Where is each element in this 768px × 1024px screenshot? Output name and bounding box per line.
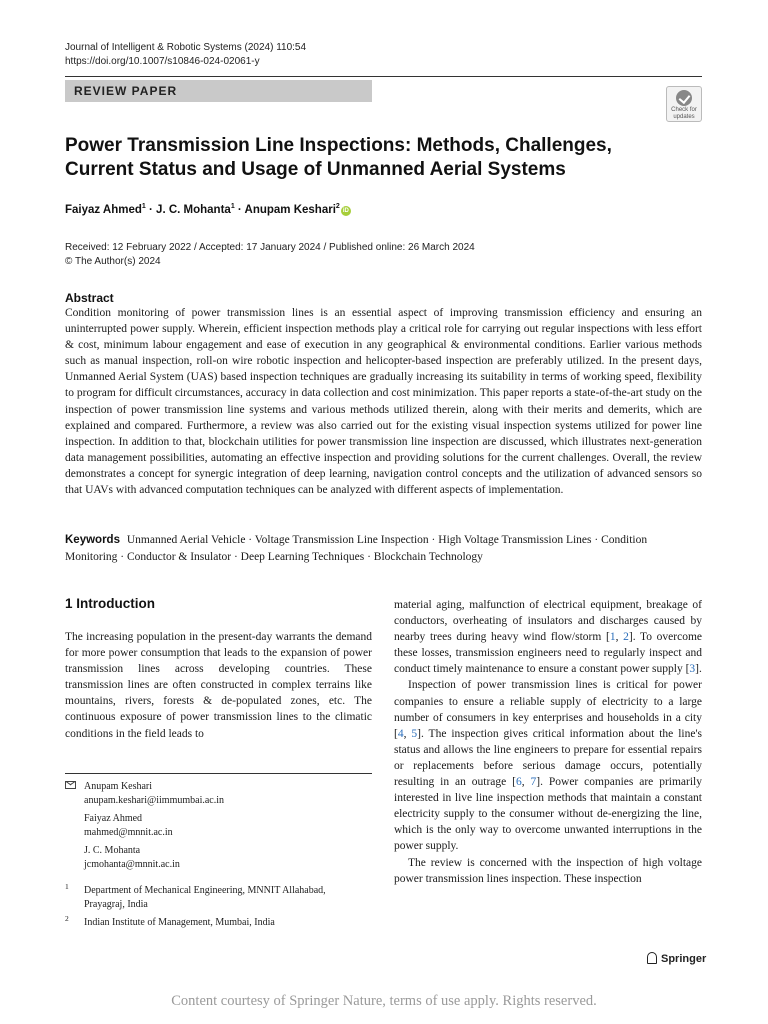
keywords-heading: Keywords — [65, 534, 120, 546]
check-updates-text-2: updates — [673, 114, 695, 120]
publication-dates — [65, 241, 475, 269]
contact-name: J. C. Mohanta — [84, 845, 141, 856]
affiliation: Indian Institute of Management, Mumbai, India — [84, 917, 275, 928]
intro-paragraph: The increasing population in the present-day warrants the demand for more power consumption that leads to the expansion of power transmission lines across developing countries. These transmission lines are often constructed in complex terrains like mountains, rivers, forests & de-populated zones, etc. The continuous exposure of power transmission lines to the climatic conditions in the field leads to — [65, 631, 372, 740]
abstract-heading: Abstract — [65, 291, 114, 305]
contact-name: Anupam Keshari — [84, 781, 153, 792]
journal-citation: Journal of Intelligent & Robotic Systems (2024) 110:54 — [65, 42, 307, 53]
citation-link[interactable]: 3 — [689, 663, 696, 676]
journal-header — [65, 41, 306, 69]
citation-link[interactable]: 7 — [530, 776, 537, 789]
springer-horse-icon — [647, 952, 657, 964]
header-rule — [65, 76, 702, 77]
contact-email[interactable]: mahmed@mnnit.ac.in — [84, 826, 173, 838]
contact-email[interactable]: anupam.keshari@iimmumbai.ac.in — [84, 794, 225, 806]
footnote-rule — [65, 773, 372, 774]
check-updates-text-1: Check for — [671, 107, 697, 113]
paper-title: Power Transmission Line Inspections: Methods, Challenges, Current Status and Usage of Unmanned Aerial Systems — [65, 135, 612, 180]
contact-email[interactable]: jcmohanta@mnnit.ac.in — [84, 858, 180, 870]
author-separator: · — [145, 203, 157, 216]
contact-author — [84, 844, 180, 871]
contact-author — [84, 812, 173, 839]
left-column — [65, 629, 372, 742]
citation-link[interactable]: 6 — [515, 776, 522, 789]
history-dates: Received: 12 February 2022 / Accepted: 17 January 2024 / Published online: 26 March 2024 — [65, 242, 475, 253]
section-heading: 1 Introduction — [65, 596, 155, 611]
publisher-name: Springer — [661, 953, 707, 965]
citation-link[interactable]: 5 — [411, 727, 418, 740]
copyright-notice: © The Author(s) 2024 — [65, 256, 161, 267]
affiliation-number: 1 — [65, 882, 69, 891]
author-affiliation-mark: 2 — [335, 203, 340, 210]
envelope-icon — [65, 781, 76, 789]
abstract-text: Condition monitoring of power transmission lines is an essential aspect of improving transmission efficiency and ensuring an uninterrupted power supply. Wherein, efficient inspection methods play a critical role for carrying out regular inspections with less effort & cost, minimum labour engagement and ease of execution in any geographical & environmental conditions. Earlier various methods such as manual inspection, roll-on wire robotic inspection and helicopter-based inspection are preferably utilized. In the present days, Unmanned Aerial System (UAS) based inspection techniques are gradually increasing its suitability in terms of working speed, flexibility to program for difficult circumstances, accuracy in data collection and cost minimization. This paper reports a state-of-the-art study on the inspection of power transmission line systems and various methods utilized therein, along with their merits and demerits, which are explained and compared. Furthermore, a review was also carried out for the existing visual inspection systems utilized for power line inspection. In addition to that, blockchain utilities for power transmission line inspection are discussed, which illustrates next-generation data management possibilities, automating an effective inspection and providing solutions for the current challenges. Overall, the review demonstrates a concept for synergic integration of deep learning, navigation control concepts and the utilization of advanced sensors so that UAVs with advanced computation techniques can be analyzed with different aspects of implementation. — [65, 307, 702, 497]
check-updates-icon — [676, 90, 692, 106]
courtesy-notice: Content courtesy of Springer Nature, terms of use apply. Rights reserved. — [171, 993, 597, 1009]
affiliation-number: 2 — [65, 914, 69, 923]
intro-paragraph: The review is concerned with the inspection of high voltage power transmission lines inspection. These inspection — [394, 856, 702, 885]
publisher-logo — [647, 952, 706, 965]
keywords-list: Unmanned Aerial Vehicle · Voltage Transmission Line Inspection · High Voltage Transmission Lines · Condition Monitoring · Conductor & Insulator · Deep Learning Techniques · Blockchain Technology — [65, 534, 648, 563]
contact-name: Faiyaz Ahmed — [84, 813, 143, 824]
author-affiliation-mark: 1 — [230, 203, 235, 210]
author-separator: · — [234, 203, 245, 216]
right-column — [394, 597, 702, 887]
citation-link[interactable]: 4 — [397, 727, 404, 740]
article-type-banner: REVIEW PAPER — [65, 80, 372, 102]
check-for-updates-badge[interactable] — [666, 86, 702, 122]
contact-author — [84, 780, 224, 807]
author-list — [65, 203, 351, 216]
intro-paragraph: material aging, malfunction of electrical equipment, breakage of conductors, overheating of insulators and discharges caused by nearby trees during heavy wind flow/storm [1, 2]. To overcome these losses, transmission engineers need to regularly inspect and conduct timely maintenance to ensure a constant power supply [3]. — [394, 599, 703, 676]
keywords-block — [65, 532, 702, 566]
orcid-icon[interactable]: iD — [342, 207, 349, 214]
citation-link[interactable]: 1 — [609, 631, 616, 644]
author-name[interactable]: Faiyaz Ahmed — [65, 203, 142, 216]
author-name[interactable]: J. C. Mohanta — [156, 203, 231, 216]
citation-link[interactable]: 2 — [623, 631, 629, 644]
doi-link[interactable]: https://doi.org/10.1007/s10846-024-02061-y — [65, 56, 260, 67]
author-affiliation-mark: 1 — [141, 203, 146, 210]
intro-paragraph: Inspection of power transmission lines is critical for power companies to ensure a reliable supply of electricity to a large number of consumers in key enterprises and households in a city [4, 5]. The inspection gives critical information about the line's status and allows the line engineers to prepare for essential repairs or replacements before serious damage occurs, potentially resulting in an outrage [6, 7]. Power companies are primarily interested in live line inspection methods that maintain a constant electricity supply to the consumer without de-energizing the line, which is the only way to overcome unwanted interruptions in the power supply. — [394, 679, 703, 853]
author-name[interactable]: Anupam Keshari — [244, 203, 336, 216]
affiliation: Department of Mechanical Engineering, MNNIT Allahabad, Prayagraj, India — [84, 885, 326, 910]
